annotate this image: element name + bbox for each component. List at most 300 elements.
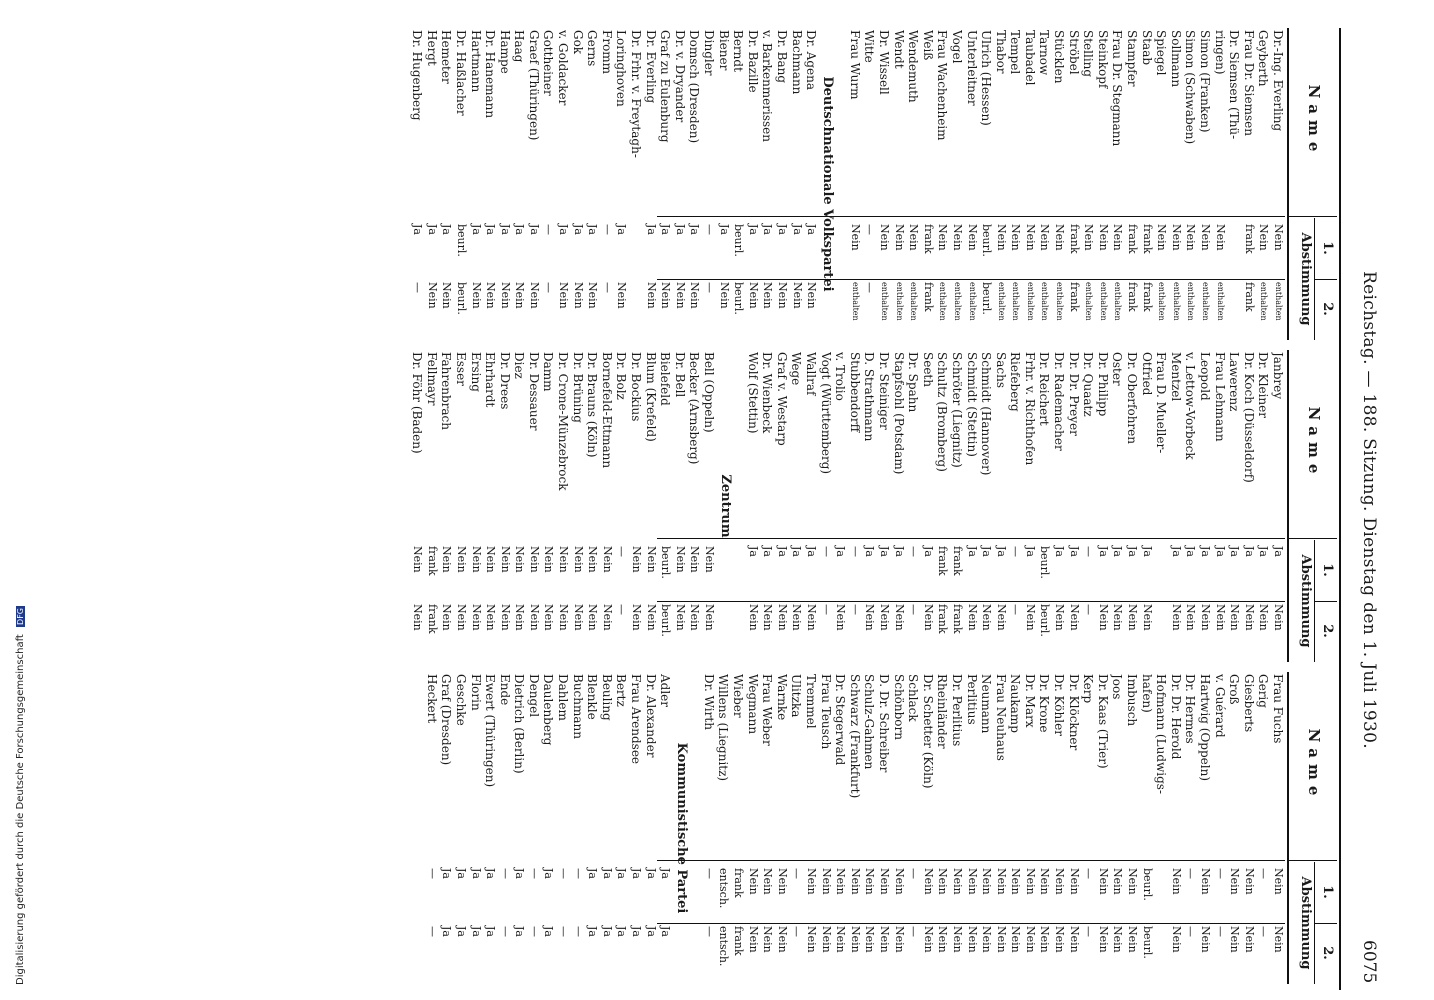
vote-1: Nein — [1009, 224, 1023, 251]
member-name: Bachmann — [789, 30, 804, 95]
member-name: Seeth — [920, 352, 935, 387]
table-row — [599, 672, 614, 984]
vote-1: Nein — [484, 546, 498, 573]
vote-1: Ja — [921, 546, 935, 557]
party-heading: Deutschnationale Volkspartei — [820, 76, 836, 292]
member-name: v. Lettow-Vorbeck — [1183, 352, 1198, 460]
table-row — [687, 28, 702, 340]
member-name: Gerns — [585, 30, 600, 67]
header-mid-separator — [1315, 279, 1337, 280]
member-name: Beuling — [599, 674, 614, 721]
table-row — [774, 350, 789, 662]
vote-2: — — [1184, 926, 1198, 937]
vote-1: Ja — [775, 546, 789, 557]
member-name: Otfried — [1139, 352, 1154, 396]
vote-1: Nein — [498, 546, 512, 573]
vote-2: — — [1082, 926, 1096, 937]
vote-2: Nein — [994, 604, 1008, 631]
vote-2: enthalten — [1113, 282, 1123, 321]
vote-2: Nein — [1111, 926, 1125, 953]
table-row — [1270, 672, 1285, 984]
column-rule — [657, 279, 1285, 280]
table-row — [993, 350, 1008, 662]
table-row — [1095, 28, 1110, 340]
table-row — [1139, 672, 1154, 984]
vote-2: enthalten — [996, 282, 1006, 321]
header-vote-2: 2. — [1320, 624, 1335, 638]
vote-2: Nein — [673, 282, 687, 309]
vote-2: Nein — [1228, 926, 1242, 953]
member-name: Ströbel — [1066, 30, 1081, 75]
member-name: Ulrich (Hessen) — [979, 30, 994, 126]
vote-1: Ja — [1199, 546, 1213, 557]
vote-2: Nein — [527, 604, 541, 631]
table-row — [731, 28, 746, 340]
table-row — [1110, 672, 1125, 984]
page-title: Reichstag. — 188. Sitzung. Dienstag den 1. Juli 1930. — [1359, 271, 1379, 749]
table-row — [847, 350, 862, 662]
vote-2: Nein — [775, 604, 789, 631]
vote-1: Nein — [950, 224, 964, 251]
member-name: Fahrenbrach — [439, 352, 454, 430]
vote-2: Nein — [1038, 926, 1052, 953]
vote-2: frank — [1067, 282, 1081, 312]
member-name: Tremmel — [804, 674, 818, 729]
table-row — [1256, 350, 1271, 662]
member-name: Ende — [497, 674, 512, 706]
table-row — [818, 350, 833, 662]
table-row — [745, 672, 760, 984]
vote-1: Nein — [1257, 224, 1271, 251]
table-row — [1124, 350, 1139, 662]
member-name: Dingler — [702, 30, 717, 76]
member-name: Vogel — [949, 30, 964, 64]
vote-1: Ja — [484, 868, 498, 879]
vote-1: Nein — [980, 868, 994, 895]
vote-2: Nein — [630, 604, 644, 631]
table-row — [1154, 350, 1169, 662]
header-name: Name — [1305, 728, 1323, 802]
table-row — [847, 28, 862, 340]
vote-1: Ja — [1053, 546, 1067, 557]
table-row — [1212, 28, 1227, 340]
table-row — [701, 350, 716, 662]
member-name: Ewert (Thüringen) — [483, 674, 498, 788]
member-name: Frau D. Mueller- — [1154, 352, 1169, 454]
member-name: Stubbendorff — [847, 352, 862, 433]
member-name: Leopold — [1198, 352, 1213, 401]
table-row — [1008, 350, 1023, 662]
table-row — [410, 350, 425, 662]
vote-1: Nein — [848, 868, 862, 895]
vote-2: Nein — [1023, 604, 1037, 631]
vote-2: Nein — [411, 604, 425, 631]
vote-2: Nein — [863, 604, 877, 631]
member-name: Diez — [512, 352, 527, 379]
header-mid-separator — [1315, 923, 1337, 924]
table-row — [906, 28, 921, 340]
table-row — [410, 28, 425, 340]
vote-2: enthalten — [938, 282, 948, 321]
table-row — [1241, 28, 1256, 340]
member-name: Sollmann — [1168, 30, 1183, 88]
table-row — [876, 672, 891, 984]
vote-2: Nein — [688, 282, 702, 309]
table-row — [862, 350, 877, 662]
vote-2: — — [1257, 926, 1271, 937]
member-name: Vogt (Württemberg) — [818, 352, 833, 475]
vote-2: — — [703, 282, 717, 293]
vote-1: frank — [425, 546, 439, 576]
vote-2: Nein — [571, 282, 585, 309]
vote-1: Nein — [1053, 224, 1067, 251]
table-row — [1154, 672, 1169, 984]
table-row — [935, 672, 950, 984]
vote-2: — — [907, 604, 921, 615]
table-row — [1270, 350, 1285, 662]
vote-1: Nein — [907, 224, 921, 251]
member-name: Frau Teusch — [818, 674, 833, 750]
vote-1: frank — [936, 546, 950, 576]
vote-1: frank — [1126, 224, 1140, 254]
header-separator — [1289, 860, 1337, 861]
member-name: Wendt — [891, 30, 906, 69]
vote-2: Ja — [615, 926, 629, 937]
table-row — [1022, 350, 1037, 662]
vote-1: Nein — [1228, 868, 1242, 895]
vote-2: enthalten — [879, 282, 889, 321]
vote-1: Ja — [586, 224, 600, 235]
table-row — [643, 672, 658, 984]
vote-1: Ja — [1169, 546, 1183, 557]
member-name: Gerig — [1256, 674, 1271, 708]
vote-2: — — [907, 926, 921, 937]
vote-2: Nein — [586, 282, 600, 309]
vote-1: Nein — [775, 868, 789, 895]
member-name: Dr. Quaatz — [1081, 352, 1096, 417]
table-row — [1241, 672, 1256, 984]
member-name: Fromm — [599, 30, 614, 75]
vote-2: Nein — [1184, 604, 1198, 631]
vote-1: Ja — [440, 224, 454, 235]
vote-1: Ja — [863, 546, 877, 557]
table-header — [1287, 672, 1337, 984]
table-row — [1037, 28, 1052, 340]
member-name: Wieber — [731, 674, 746, 718]
party-heading: Kommunistische Partei — [674, 742, 690, 914]
member-name: v. Guérard — [1212, 674, 1227, 738]
table-header — [1287, 28, 1337, 340]
member-name: Berndt — [731, 30, 746, 72]
member-name: Kerp — [1081, 674, 1096, 704]
vote-1: Ja — [746, 546, 760, 557]
vote-2: enthalten — [850, 282, 860, 321]
vote-1: Nein — [1272, 224, 1285, 251]
member-name: Schmidt (Hannover) — [979, 352, 994, 476]
vote-1: Nein — [848, 224, 862, 251]
vote-1: Ja — [454, 868, 468, 879]
member-name: Frau Neuhaus — [993, 674, 1008, 761]
digitization-note — [15, 606, 26, 985]
table-row — [497, 28, 512, 340]
vote-2: Nein — [994, 926, 1008, 953]
vote-1: Ja — [440, 868, 454, 879]
vote-1: frank — [1242, 224, 1256, 254]
vote-1: Ja — [411, 224, 425, 235]
member-name: Hemeter — [439, 30, 454, 84]
party-heading: Zentrum — [718, 474, 734, 538]
vote-2: enthalten — [1274, 282, 1283, 321]
vote-1: — — [571, 868, 585, 879]
table-row — [512, 672, 527, 984]
vote-1: Nein — [1155, 224, 1169, 251]
vote-2: Nein — [1096, 926, 1110, 953]
vote-2: Nein — [1228, 604, 1242, 631]
vote-2: Nein — [746, 926, 760, 953]
member-name: Graf v. Westarp — [774, 352, 789, 446]
member-name: Groß — [1227, 674, 1242, 705]
vote-2: Nein — [454, 604, 468, 631]
table-row — [468, 350, 483, 662]
table-row — [833, 350, 848, 662]
member-name: Tarnow — [1037, 30, 1052, 76]
table-row — [614, 350, 629, 662]
vote-2: — — [848, 604, 862, 615]
member-name: Frhr. v. Richthofen — [1022, 352, 1037, 466]
vote-2: enthalten — [967, 282, 977, 321]
table-row — [818, 672, 833, 984]
page-number: 6075 — [1359, 940, 1379, 984]
vote-1: Ja — [1067, 546, 1081, 557]
vote-2: Nein — [1067, 926, 1081, 953]
vote-2: Nein — [965, 604, 979, 631]
vote-1: Ja — [644, 868, 658, 879]
table-row — [526, 350, 541, 662]
vote-1: Nein — [1096, 224, 1110, 251]
vote-2: — — [863, 282, 877, 293]
vote-1: Nein — [454, 546, 468, 573]
vote-2: Nein — [1067, 604, 1081, 631]
member-name: Hartwig (Oppeln) — [1198, 674, 1213, 782]
table-row — [920, 28, 935, 340]
table-row — [658, 672, 673, 984]
table-row — [803, 672, 818, 984]
member-name: Bornefeld-Ettmann — [599, 352, 614, 469]
vote-2: Nein — [469, 604, 483, 631]
vote-2: Ja — [542, 926, 556, 937]
vote-1: Nein — [1038, 224, 1052, 251]
vote-2: — — [819, 604, 833, 615]
vote-2: Nein — [877, 926, 891, 953]
table-row — [424, 672, 439, 984]
table-row — [453, 672, 468, 984]
vote-2: beurl. — [1038, 604, 1052, 637]
table-row — [1212, 350, 1227, 662]
table-row — [1110, 28, 1125, 340]
vote-1: Nein — [1184, 224, 1198, 251]
vote-1: Ja — [790, 546, 804, 557]
table-row — [862, 672, 877, 984]
table-row — [453, 28, 468, 340]
member-name: Mentzel — [1168, 352, 1183, 402]
table-row — [920, 672, 935, 984]
vote-2: — — [1082, 604, 1096, 615]
member-name: Wolf (Stettin) — [745, 352, 760, 434]
vote-2: Nein — [1140, 604, 1154, 631]
table-row — [760, 672, 775, 984]
vote-1: Ja — [571, 224, 585, 235]
member-name: Dr. Drees — [497, 352, 512, 410]
vote-1: Nein — [819, 868, 833, 895]
member-name: Dr. Dr. Preyer — [1066, 352, 1081, 436]
member-name: Perlitius — [964, 674, 979, 725]
vote-1: — — [790, 868, 804, 879]
member-name: Ersing — [468, 352, 483, 392]
member-name: Spiegel — [1154, 30, 1169, 76]
vote-1: Nein — [1111, 224, 1125, 251]
header-abstimmung: Abstimmung — [1298, 876, 1313, 970]
vote-1: Nein — [411, 546, 425, 573]
table-row — [512, 28, 527, 340]
vote-2: enthalten — [909, 282, 919, 321]
vote-1: Ja — [469, 224, 483, 235]
header-separator — [1289, 216, 1337, 217]
table-row — [891, 28, 906, 340]
table-row — [789, 350, 804, 662]
vote-2: Ja — [644, 926, 658, 937]
member-name: Dr. Oberfohren — [1125, 352, 1140, 444]
table-row — [993, 28, 1008, 340]
vote-2: Nein — [965, 926, 979, 953]
header-mid-rule — [1314, 540, 1315, 662]
member-name: Schulz-Gahmen — [862, 674, 877, 770]
member-name: Schmidt (Stettin) — [964, 352, 979, 457]
member-name: Dr. Bockius — [629, 352, 644, 422]
header-mid-rule — [1314, 862, 1315, 984]
vote-2: Nein — [440, 282, 454, 309]
vote-2: entsch. — [717, 926, 731, 967]
vote-1: Nein — [1169, 868, 1183, 895]
table-row — [964, 28, 979, 340]
table-row — [760, 28, 775, 340]
vote-1: Nein — [542, 546, 556, 573]
vote-1: Nein — [936, 868, 950, 895]
member-name: Dr. Hanemann — [483, 30, 498, 119]
member-name: Ehrhardt — [483, 352, 498, 408]
member-name: Bertz — [614, 674, 629, 707]
vote-2: Nein — [980, 926, 994, 953]
vote-2: Nein — [484, 282, 498, 309]
table-row — [1022, 672, 1037, 984]
vote-2: Nein — [440, 604, 454, 631]
table-row — [1212, 672, 1227, 984]
table-row — [643, 350, 658, 662]
vote-2: Ja — [659, 926, 673, 937]
member-name: Stapfsohl (Potsdam) — [891, 352, 906, 475]
vote-2: Nein — [776, 282, 789, 309]
member-name: Becker (Arnsberg) — [687, 352, 702, 465]
column-rule — [657, 601, 1285, 602]
table-rows — [424, 672, 1285, 984]
table-row — [774, 672, 789, 984]
member-name: Janbrey — [1271, 352, 1285, 399]
vote-1: Nein — [921, 868, 935, 895]
table-row — [1256, 672, 1271, 984]
member-name: Ulitzka — [789, 674, 804, 718]
vote-1: Nein — [1082, 224, 1096, 251]
vote-1: beurl. — [659, 546, 673, 579]
vote-2: Nein — [1169, 604, 1183, 631]
vote-2: — — [425, 926, 439, 937]
vote-2: Nein — [1169, 926, 1183, 953]
vote-2: Nein — [746, 604, 760, 631]
vote-2: Ja — [440, 926, 454, 937]
vote-2: Nein — [469, 282, 483, 309]
member-name: Oster — [1110, 352, 1125, 386]
vote-2: Nein — [644, 282, 658, 309]
header-abstimmung: Abstimmung — [1298, 554, 1313, 648]
member-name: D. Strathmann — [862, 352, 877, 442]
table-row — [979, 28, 994, 340]
vote-2: Nein — [1199, 926, 1213, 953]
member-name: Geyberth — [1256, 30, 1271, 87]
member-name: Adler — [658, 674, 673, 708]
table-row — [1183, 350, 1198, 662]
vote-2: Nein — [1199, 604, 1213, 631]
table-row — [906, 672, 921, 984]
member-name: Willens (Liegnitz) — [716, 674, 731, 782]
table-row — [1183, 672, 1198, 984]
member-name: Staab — [1139, 30, 1154, 66]
table-row — [1154, 28, 1169, 340]
vote-2: Nein — [513, 604, 527, 631]
member-name: Dr. Wirth — [701, 674, 716, 730]
table-row — [1197, 350, 1212, 662]
table-row — [483, 28, 498, 340]
member-name: Graf (Dresden) — [439, 674, 454, 766]
vote-2: Nein — [1213, 604, 1227, 631]
member-name: Dengel — [526, 674, 541, 718]
vote-1: beurl. — [732, 224, 746, 257]
vote-1: Nein — [746, 868, 760, 895]
vote-1: Ja — [659, 868, 673, 879]
table-row — [556, 672, 571, 984]
vote-2: Ja — [454, 926, 468, 937]
table-row — [774, 28, 789, 340]
vote-2: — — [498, 926, 512, 937]
member-name: Dr.-Ing. Everling — [1271, 30, 1285, 132]
member-name: Simon (Schwaben) — [1183, 30, 1198, 145]
vote-1: Nein — [834, 868, 848, 895]
vote-1: Nein — [863, 868, 877, 895]
member-name: Wallraf — [804, 352, 818, 396]
table-row — [628, 28, 643, 340]
table-row — [1168, 350, 1183, 662]
member-name: Frau Fuchs — [1271, 674, 1285, 744]
table-row — [716, 28, 731, 340]
member-name: Hofmann (Ludwigs- — [1154, 674, 1169, 794]
table-row — [1124, 672, 1139, 984]
table-row — [701, 672, 716, 984]
vote-2: beurl. — [1140, 926, 1154, 959]
vote-1: — — [615, 546, 629, 557]
vote-1: Nein — [527, 546, 541, 573]
vote-2: Nein — [600, 604, 614, 631]
table-row — [949, 350, 964, 662]
member-name: Dr. Alexander — [643, 674, 658, 758]
vote-1: Nein — [994, 224, 1008, 251]
vote-1: frank — [950, 546, 964, 576]
